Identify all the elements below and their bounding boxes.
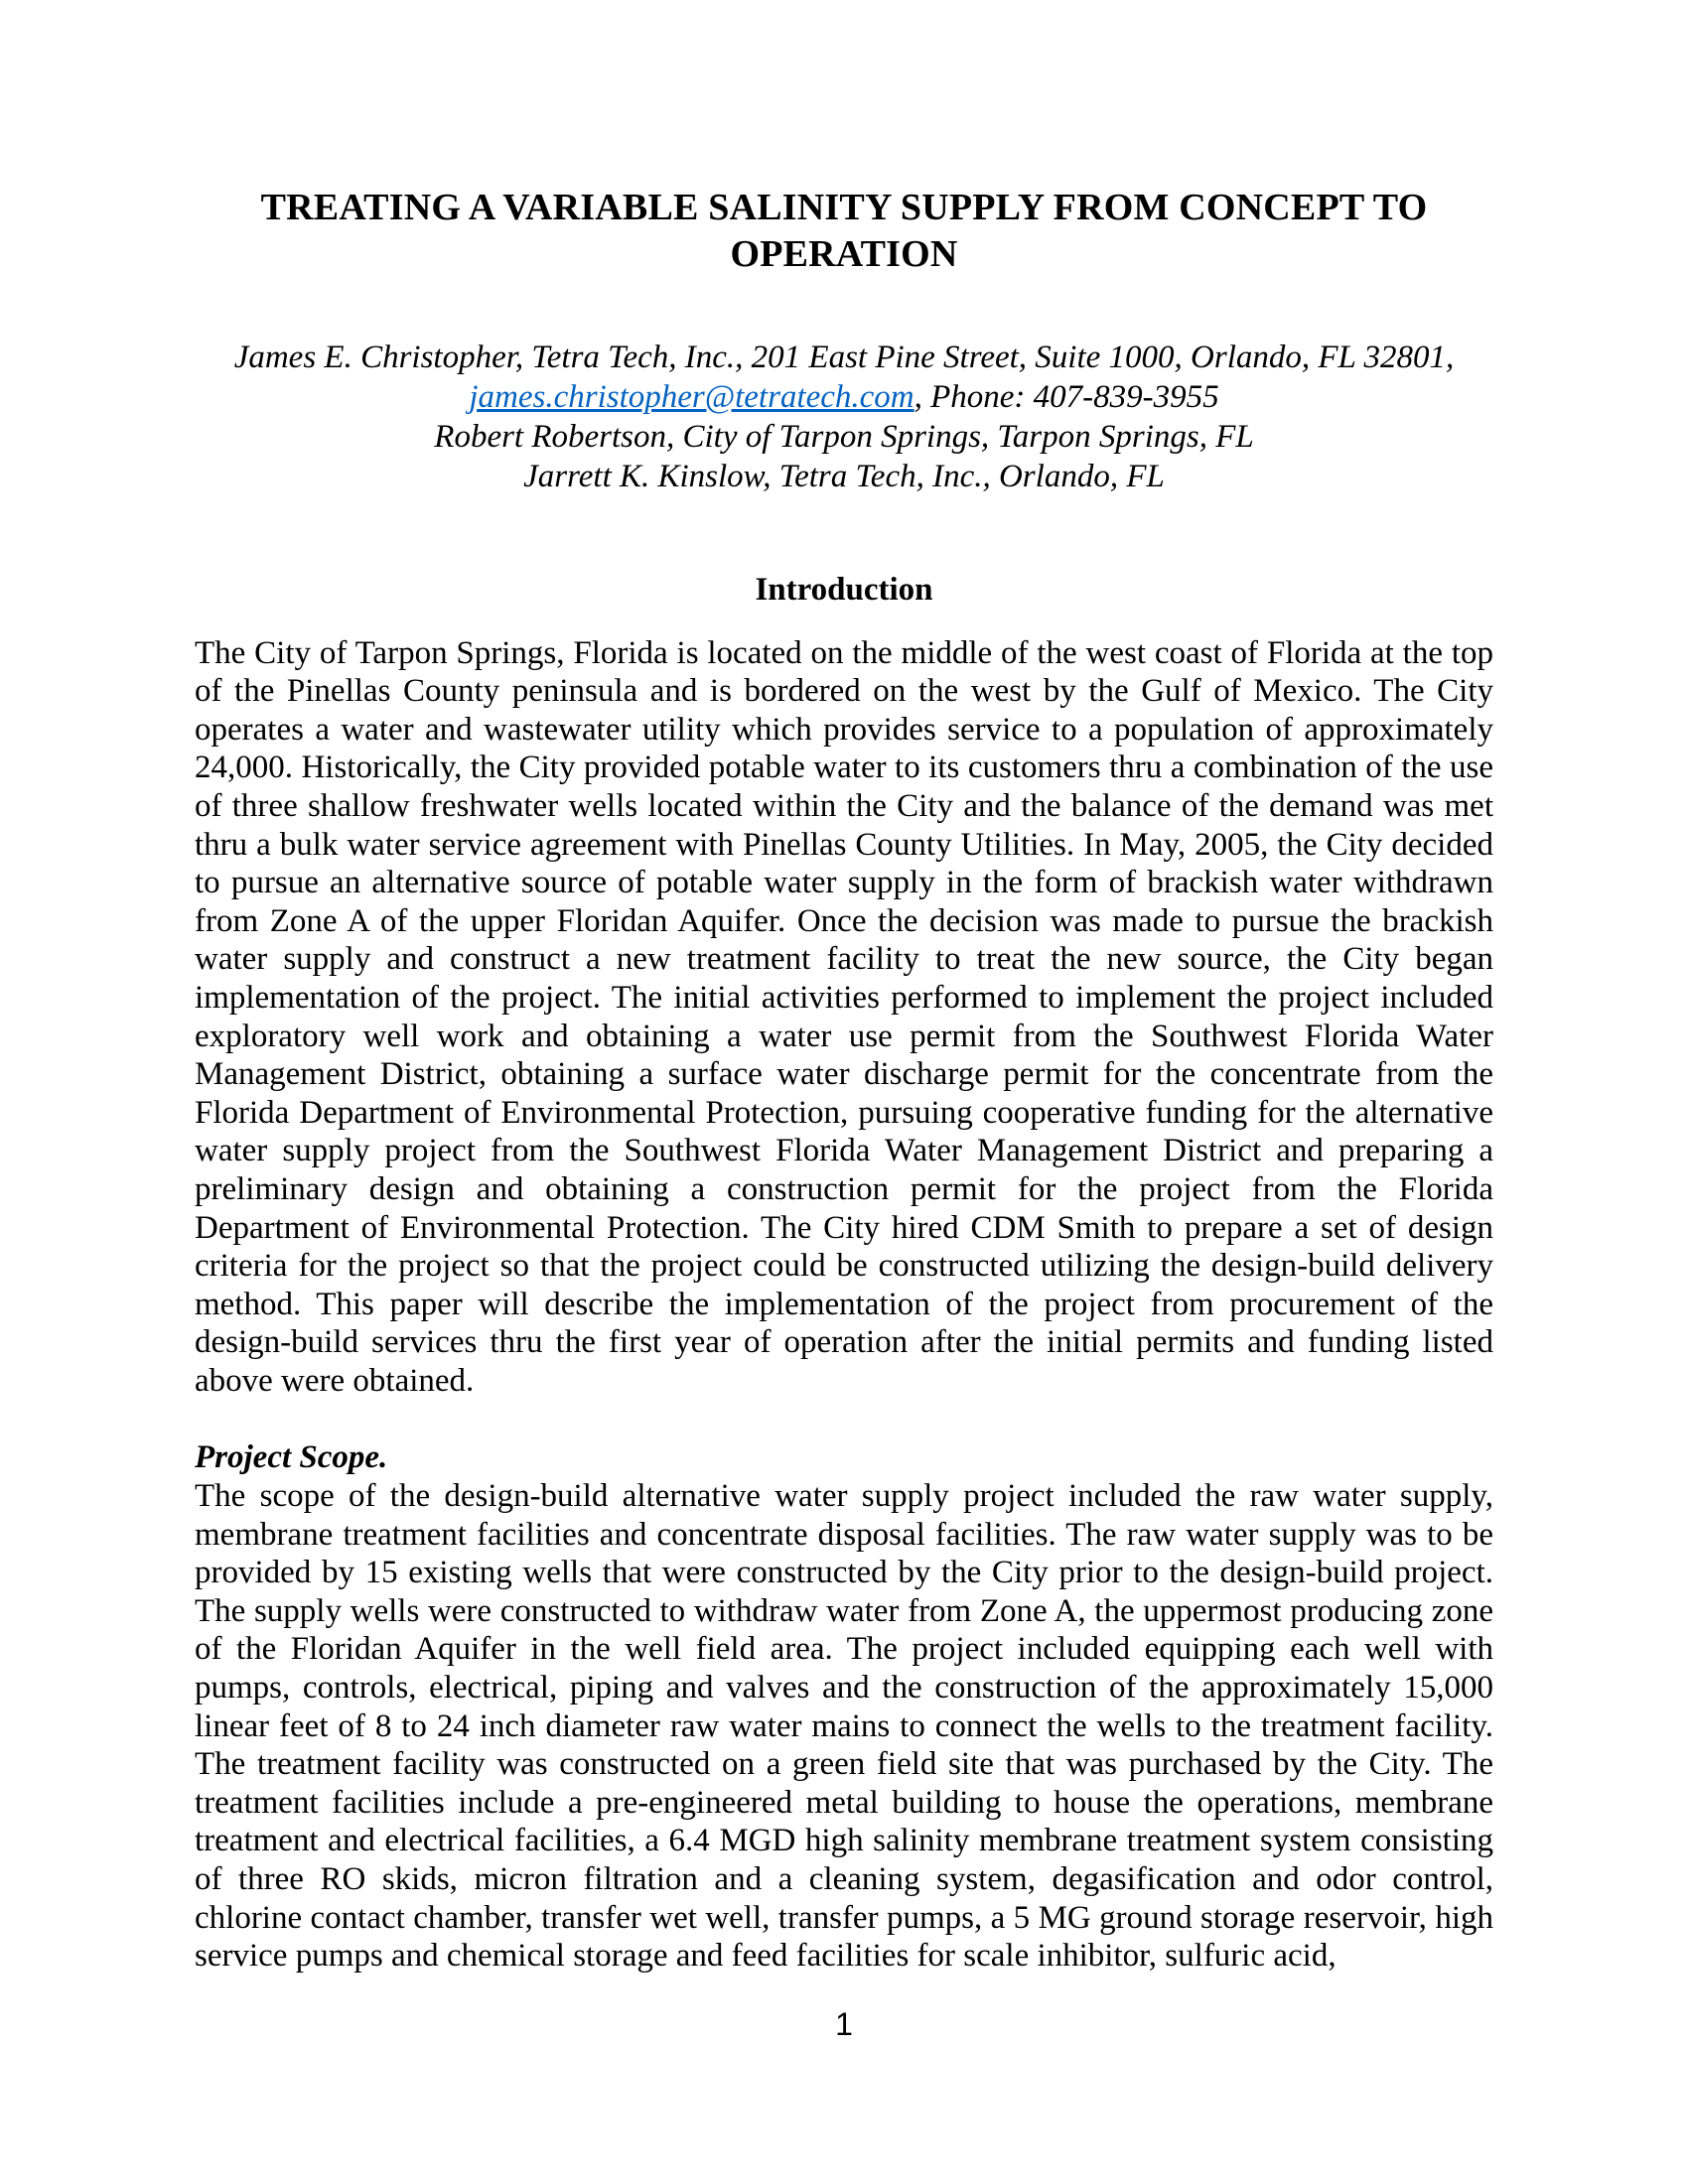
author-line-2	[195, 377, 1493, 417]
email-link[interactable]: james.christopher@tetratech.com	[469, 379, 914, 415]
author-line-3: Robert Robertson, City of Tarpon Springs, Tarpon Springs, FL	[434, 419, 1254, 455]
author-block	[195, 338, 1493, 496]
phone-text: , Phone: 407-839-3955	[914, 379, 1219, 415]
introduction-heading: Introduction	[755, 572, 933, 608]
paper-title: TREATING A VARIABLE SALINITY SUPPLY FROM CONCEPT TO OPERATION	[260, 187, 1428, 275]
project-scope-paragraph: The scope of the design-build alternative water supply project included the raw water supply, membrane treatment facilities and concentrate disposal facilities. The raw water supply was to be provided by 15 existing wells that were constructed by the City prior to the design-build project. The supply wells were constructed to withdraw water from Zone A, the uppermost producing zone of the Floridan Aquifer in the well field area. The project included equipping each well with pumps, controls, electrical, piping and valves and the construction of the approximately 15,000 linear feet of 8 to 24 inch diameter raw water mains to connect the wells to the treatment facility. The treatment facility was constructed on a green field site that was purchased by the City. The treatment facilities include a pre-engineered metal building to house the operations, membrane treatment and electrical facilities, a 6.4 MGD high salinity membrane treatment system consisting of three RO skids, micron filtration and a cleaning system, degasification and odor control, chlorine contact chamber, transfer wet well, transfer pumps, a 5 MG ground storage reservoir, high service pumps and chemical storage and feed facilities for scale inhibitor, sulfuric acid,	[195, 1478, 1493, 1975]
author-line-4: Jarrett K. Kinslow, Tetra Tech, Inc., Orlando, FL	[523, 459, 1165, 494]
author-line-1: James E. Christopher, Tetra Tech, Inc., 201 East Pine Street, Suite 1000, Orlando, FL 32801,	[233, 340, 1455, 375]
project-scope-heading: Project Scope.	[195, 1439, 388, 1476]
introduction-paragraph: The City of Tarpon Springs, Florida is located on the middle of the west coast of Florida at the top of the Pinellas County peninsula and is bordered on the west by the Gulf of Mexico. The City operates a water and wastewater utility which provides service to a population of approximately 24,000. Historically, the City provided potable water to its customers thru a combination of the use of three shallow freshwater wells located within the City and the balance of the demand was met thru a bulk water service agreement with Pinellas County Utilities. In May, 2005, the City decided to pursue an alternative source of potable water supply in the form of brackish water withdrawn from Zone A of the upper Floridan Aquifer. Once the decision was made to pursue the brackish water supply and construct a new treatment facility to treat the new source, the City began implementation of the project. The initial activities performed to implement the project included exploratory well work and obtaining a water use permit from the Southwest Florida Water Management District, obtaining a surface water discharge permit for the concentrate from the Florida Department of Environmental Protection, pursuing cooperative funding for the alternative water supply project from the Southwest Florida Water Management District and preparing a preliminary design and obtaining a construction permit for the project from the Florida Department of Environmental Protection. The City hired CDM Smith to prepare a set of design criteria for the project so that the project could be constructed utilizing the design-build delivery method. This paper will describe the implementation of the project from procurement of the design-build services thru the first year of operation after the initial permits and funding listed above were obtained.	[195, 634, 1493, 1399]
page-number: 1	[835, 2006, 853, 2042]
